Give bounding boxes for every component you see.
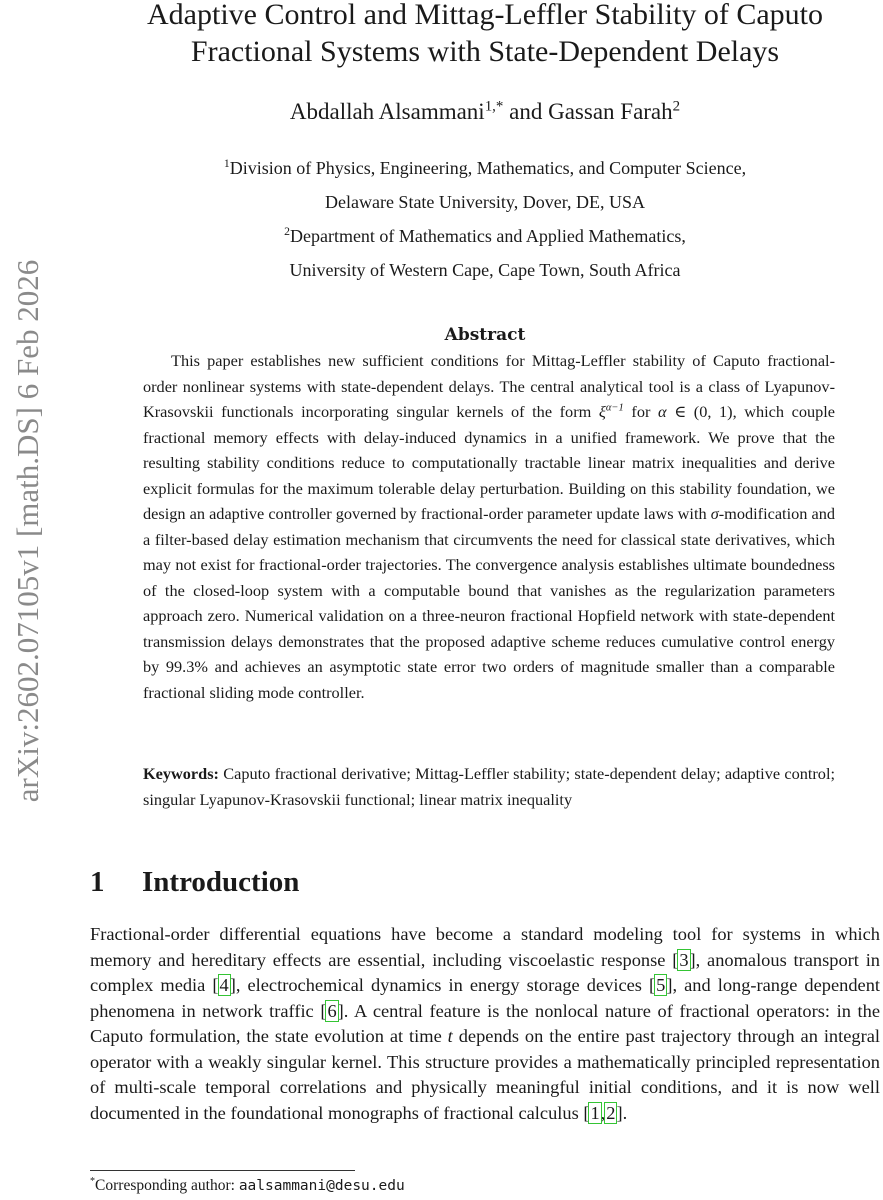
footnote (90, 1177, 405, 1195)
citation-link[interactable]: 3 (679, 949, 689, 970)
citation-separator: , (600, 1102, 606, 1123)
title-line-2: Fractional Systems with State-Dependent Delays (190, 35, 780, 68)
section-number: 1 (90, 866, 105, 898)
author-list (90, 99, 880, 125)
author-name: Abdallah Alsammani (289, 99, 485, 124)
keywords-label: Keywords: (143, 764, 219, 783)
keywords-text: Caputo fractional derivative; Mittag-Leffler stability; state-dependent delay; adaptive control; singular Lyapunov-Krasovskii functional; linear matrix inequality (143, 764, 835, 809)
affil-marker: 1 (223, 157, 230, 170)
affil-line: University of Western Cape, Cape Town, South Africa (289, 260, 681, 280)
affil-line: Delaware State University, Dover, DE, USA (324, 192, 646, 212)
citation-link[interactable]: 6 (327, 1000, 337, 1021)
affiliation-2 (90, 219, 880, 287)
section-title: Introduction (142, 866, 300, 898)
abstract-text: This paper establishes new sufficient conditions for Mittag-Leffler stability of Caputo fractional-order nonlinear systems with state-dependent delays. The central analytical tool is a class of Lyapunov-Krasovskii functionals incorporating singular kernels of the form (143, 351, 835, 421)
keywords (143, 761, 835, 812)
body-text: , anomalous transport in complex media (90, 949, 880, 995)
footnote-rule (90, 1170, 355, 1171)
title-line-1: Adaptive Control and Mittag-Leffler Stability of Caputo (147, 0, 823, 31)
affil-line: Division of Physics, Engineering, Mathematics, and Computer Science, (229, 158, 747, 178)
abstract-text: -modification and a filter-based delay estimation mechanism that circumvents the need for classical state derivatives, which may not exist for fractional-order trajectories. The convergence analysis establishes ultimate boundedness of the closed-loop system with a computable bound that vanishes as the regularization parameters approach zero. Numerical validation on a three-neuron fractional Hopfield network with state-dependent transmission delays demonstrates that the proposed adaptive scheme reduces cumulative control energy by 99.3% and achieves an asymptotic state error two orders of magnitude smaller than a comparable fractional sliding mode controller. (143, 504, 835, 702)
math-t: t (447, 1026, 453, 1046)
author-affil-marker: 1,* (484, 98, 504, 115)
body-text: depends on the entire past trajectory through an integral operator with a weakly singular kernel. This structure provides a mathematically principled representation of multi-scale temporal correlations and physically meaningful initial conditions, and it is now well documented in the foundational monographs of fractional calculus (90, 1026, 880, 1123)
body-text: . (622, 1102, 628, 1123)
body-text: , electrochemical dynamics in energy storage devices (235, 975, 649, 995)
body-text: Fractional-order differential equations have become a standard modeling tool for systems in which memory and hereditary effects are essential, including viscoelastic response (90, 924, 880, 970)
paper-title (90, 0, 880, 70)
citation-link[interactable]: 5 (656, 975, 666, 995)
math-sigma: σ (710, 504, 719, 523)
citation-link[interactable]: 1 (590, 1102, 600, 1123)
author-conjunction: and (503, 99, 549, 124)
footnote-label: Corresponding author: (95, 1177, 239, 1194)
math-alpha: α (658, 402, 667, 421)
intro-paragraph: Fractional-order differential equations have become a standard modeling tool for systems in which memory and hereditary effects are essential, including viscoelastic response [3], anomalous transport in complex media [4], electrochemical dynamics in energy storage devices [5], and long-range dependent phenomena in network traffic [6]. A central feature is the nonlocal nature of fractional operators: in the Caputo formulation, the state evolution at time t depends on the entire past trajectory through an integral operator with a weakly singular kernel. This structure provides a mathematically principled representation of multi-scale temporal correlations and physically meaningful initial conditions, and it is now well documented in the foundational monographs of fractional calculus [1,2]. (90, 924, 880, 1123)
author-email: aalsammani@desu.edu (238, 1178, 405, 1194)
body-text: . A central feature is the nonlocal nature of fractional operators: in the Caputo formulation, the state evolution at time (90, 1000, 880, 1046)
body-text: , and long-range dependent phenomena in network traffic (90, 975, 880, 1021)
arxiv-stamp: arXiv:2602.07105v1 [math.DS] 6 Feb 2026 (10, 259, 45, 803)
math-exponent: α−1 (605, 402, 624, 414)
affiliation-1 (90, 151, 880, 219)
abstract-text: for (623, 402, 659, 421)
citation-link[interactable]: 2 (606, 1102, 616, 1123)
abstract-heading: Abstract (444, 325, 526, 345)
section-heading (90, 866, 299, 899)
affil-marker: 2 (284, 225, 290, 238)
math-xi: ξ (598, 402, 606, 421)
author-affil-marker: 2 (672, 98, 681, 115)
author-name: Gassan Farah (548, 99, 673, 124)
footnote-marker: * (90, 1175, 96, 1187)
abstract-body (143, 348, 835, 705)
affil-line: Department of Mathematics and Applied Mathematics, (289, 226, 686, 246)
abstract-text: ∈ (0, 1), which couple fractional memory effects with delay-induced dynamics in a unified framework. We prove that the resulting stability conditions reduce to computationally tractable linear matrix inequalities and derive explicit formulas for the maximum tolerable delay perturbation. Building on this stability foundation, we design an adaptive controller governed by fractional-order parameter update laws with (143, 402, 836, 523)
citation-link[interactable]: 4 (219, 975, 229, 995)
